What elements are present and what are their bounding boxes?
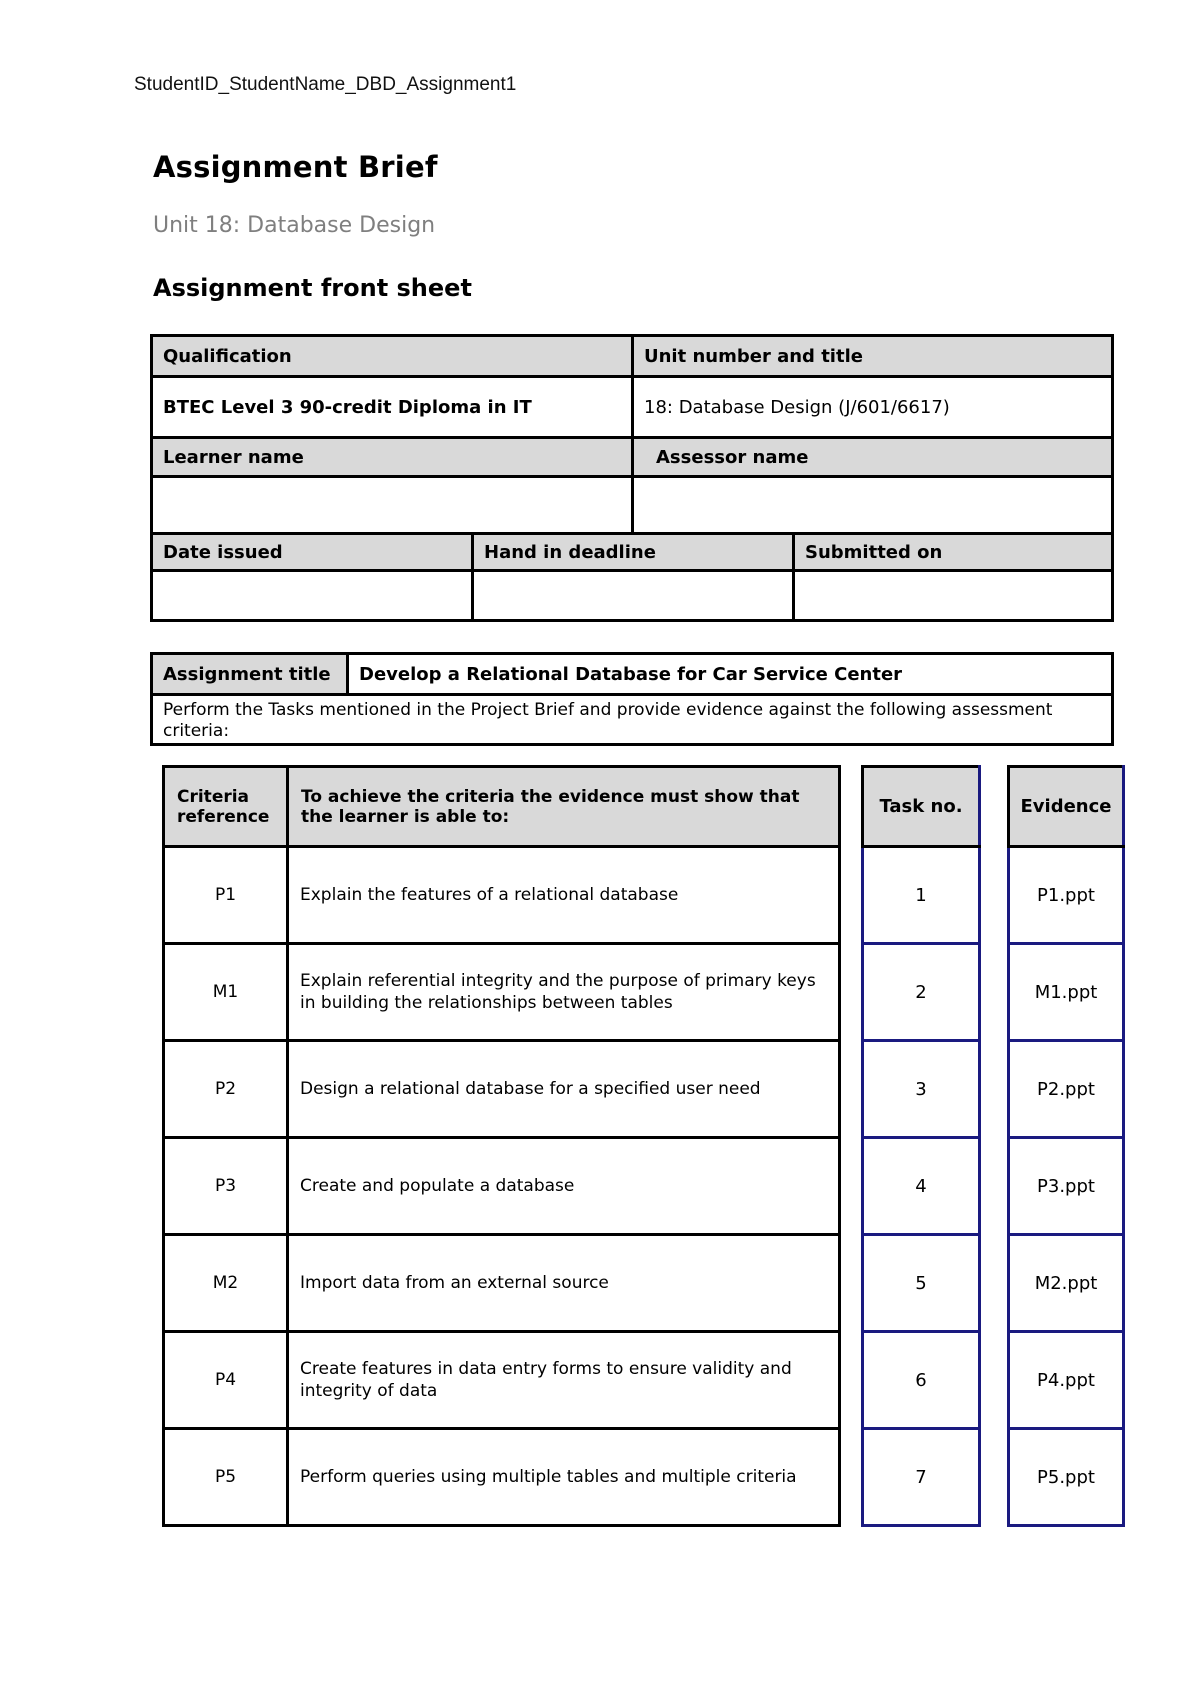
criteria-ref-cell: P1 [164, 847, 288, 944]
criteria-table [162, 765, 841, 1527]
criteria-description-cell: Import data from an external source [288, 1235, 840, 1332]
table-row [164, 1429, 840, 1526]
hand-in-deadline-label: Hand in deadline [474, 535, 792, 569]
task-number-cell: 1 [863, 847, 980, 944]
learner-name-field[interactable] [153, 478, 631, 532]
assignment-title-box [150, 652, 1114, 746]
table-row [164, 1235, 840, 1332]
evidence-cell: P4.ppt [1009, 1332, 1124, 1429]
task-number-cell: 4 [863, 1138, 980, 1235]
evidence-header: Evidence [1009, 767, 1124, 847]
task-number-cell: 7 [863, 1429, 980, 1526]
criteria-ref-cell: P4 [164, 1332, 288, 1429]
evidence-cell: P1.ppt [1009, 847, 1124, 944]
criteria-description-cell: Perform queries using multiple tables and multiple criteria [288, 1429, 840, 1526]
task-number-cell: 3 [863, 1041, 980, 1138]
submitted-on-field[interactable] [795, 572, 1111, 619]
table-row [164, 1138, 840, 1235]
evidence-cell: P3.ppt [1009, 1138, 1124, 1235]
assignment-title-label: Assignment title [153, 655, 349, 693]
date-issued-field[interactable] [153, 572, 471, 619]
unit-subtitle: Unit 18: Database Design [153, 213, 436, 238]
table-row [164, 944, 840, 1041]
document-header-filename: StudentID_StudentName_DBD_Assignment1 [134, 74, 517, 95]
table-row [164, 1041, 840, 1138]
assessor-name-label: Assessor name [634, 439, 1111, 475]
task-number-cell: 5 [863, 1235, 980, 1332]
task-number-header: Task no. [863, 767, 980, 847]
criteria-description-cell: Create features in data entry forms to ensure validity and integrity of data [288, 1332, 840, 1429]
date-issued-label: Date issued [153, 535, 471, 569]
evidence-cell: P5.ppt [1009, 1429, 1124, 1526]
criteria-ref-cell: M1 [164, 944, 288, 1041]
qualification-value: BTEC Level 3 90-credit Diploma in IT [163, 396, 532, 418]
evidence-cell: P2.ppt [1009, 1041, 1124, 1138]
unit-number-label: Unit number and title [634, 337, 1111, 375]
criteria-description-header: To achieve the criteria the evidence must show that the learner is able to: [288, 767, 840, 847]
task-number-cell: 2 [863, 944, 980, 1041]
criteria-ref-cell: P2 [164, 1041, 288, 1138]
criteria-description-cell: Create and populate a database [288, 1138, 840, 1235]
task-number-table [861, 765, 981, 1527]
section-title-front-sheet: Assignment front sheet [153, 274, 472, 302]
table-row [164, 1332, 840, 1429]
criteria-ref-cell: P3 [164, 1138, 288, 1235]
page-title: Assignment Brief [153, 150, 438, 184]
unit-number-value: 18: Database Design (J/601/6617) [644, 396, 950, 418]
evidence-table [1007, 765, 1125, 1527]
criteria-reference-header: Criteria reference [164, 767, 288, 847]
hand-in-deadline-field[interactable] [474, 572, 792, 619]
assignment-instructions: Perform the Tasks mentioned in the Project Brief and provide evidence against the following assessment criteria: [153, 693, 1111, 743]
assessor-name-field[interactable] [634, 478, 1111, 532]
evidence-cell: M1.ppt [1009, 944, 1124, 1041]
task-number-cell: 6 [863, 1332, 980, 1429]
criteria-ref-cell: P5 [164, 1429, 288, 1526]
criteria-header-row [164, 767, 840, 847]
submitted-on-label: Submitted on [795, 535, 1111, 569]
learner-name-label: Learner name [153, 439, 631, 475]
qualification-label: Qualification [153, 337, 631, 375]
criteria-description-cell: Explain the features of a relational database [288, 847, 840, 944]
table-row [164, 847, 840, 944]
criteria-description-cell: Explain referential integrity and the purpose of primary keys in building the relationships between tables [288, 944, 840, 1041]
criteria-description-cell: Design a relational database for a specified user need [288, 1041, 840, 1138]
criteria-ref-cell: M2 [164, 1235, 288, 1332]
evidence-cell: M2.ppt [1009, 1235, 1124, 1332]
front-sheet-table [150, 334, 1114, 622]
assignment-title-value: Develop a Relational Database for Car Service Center [359, 663, 903, 685]
